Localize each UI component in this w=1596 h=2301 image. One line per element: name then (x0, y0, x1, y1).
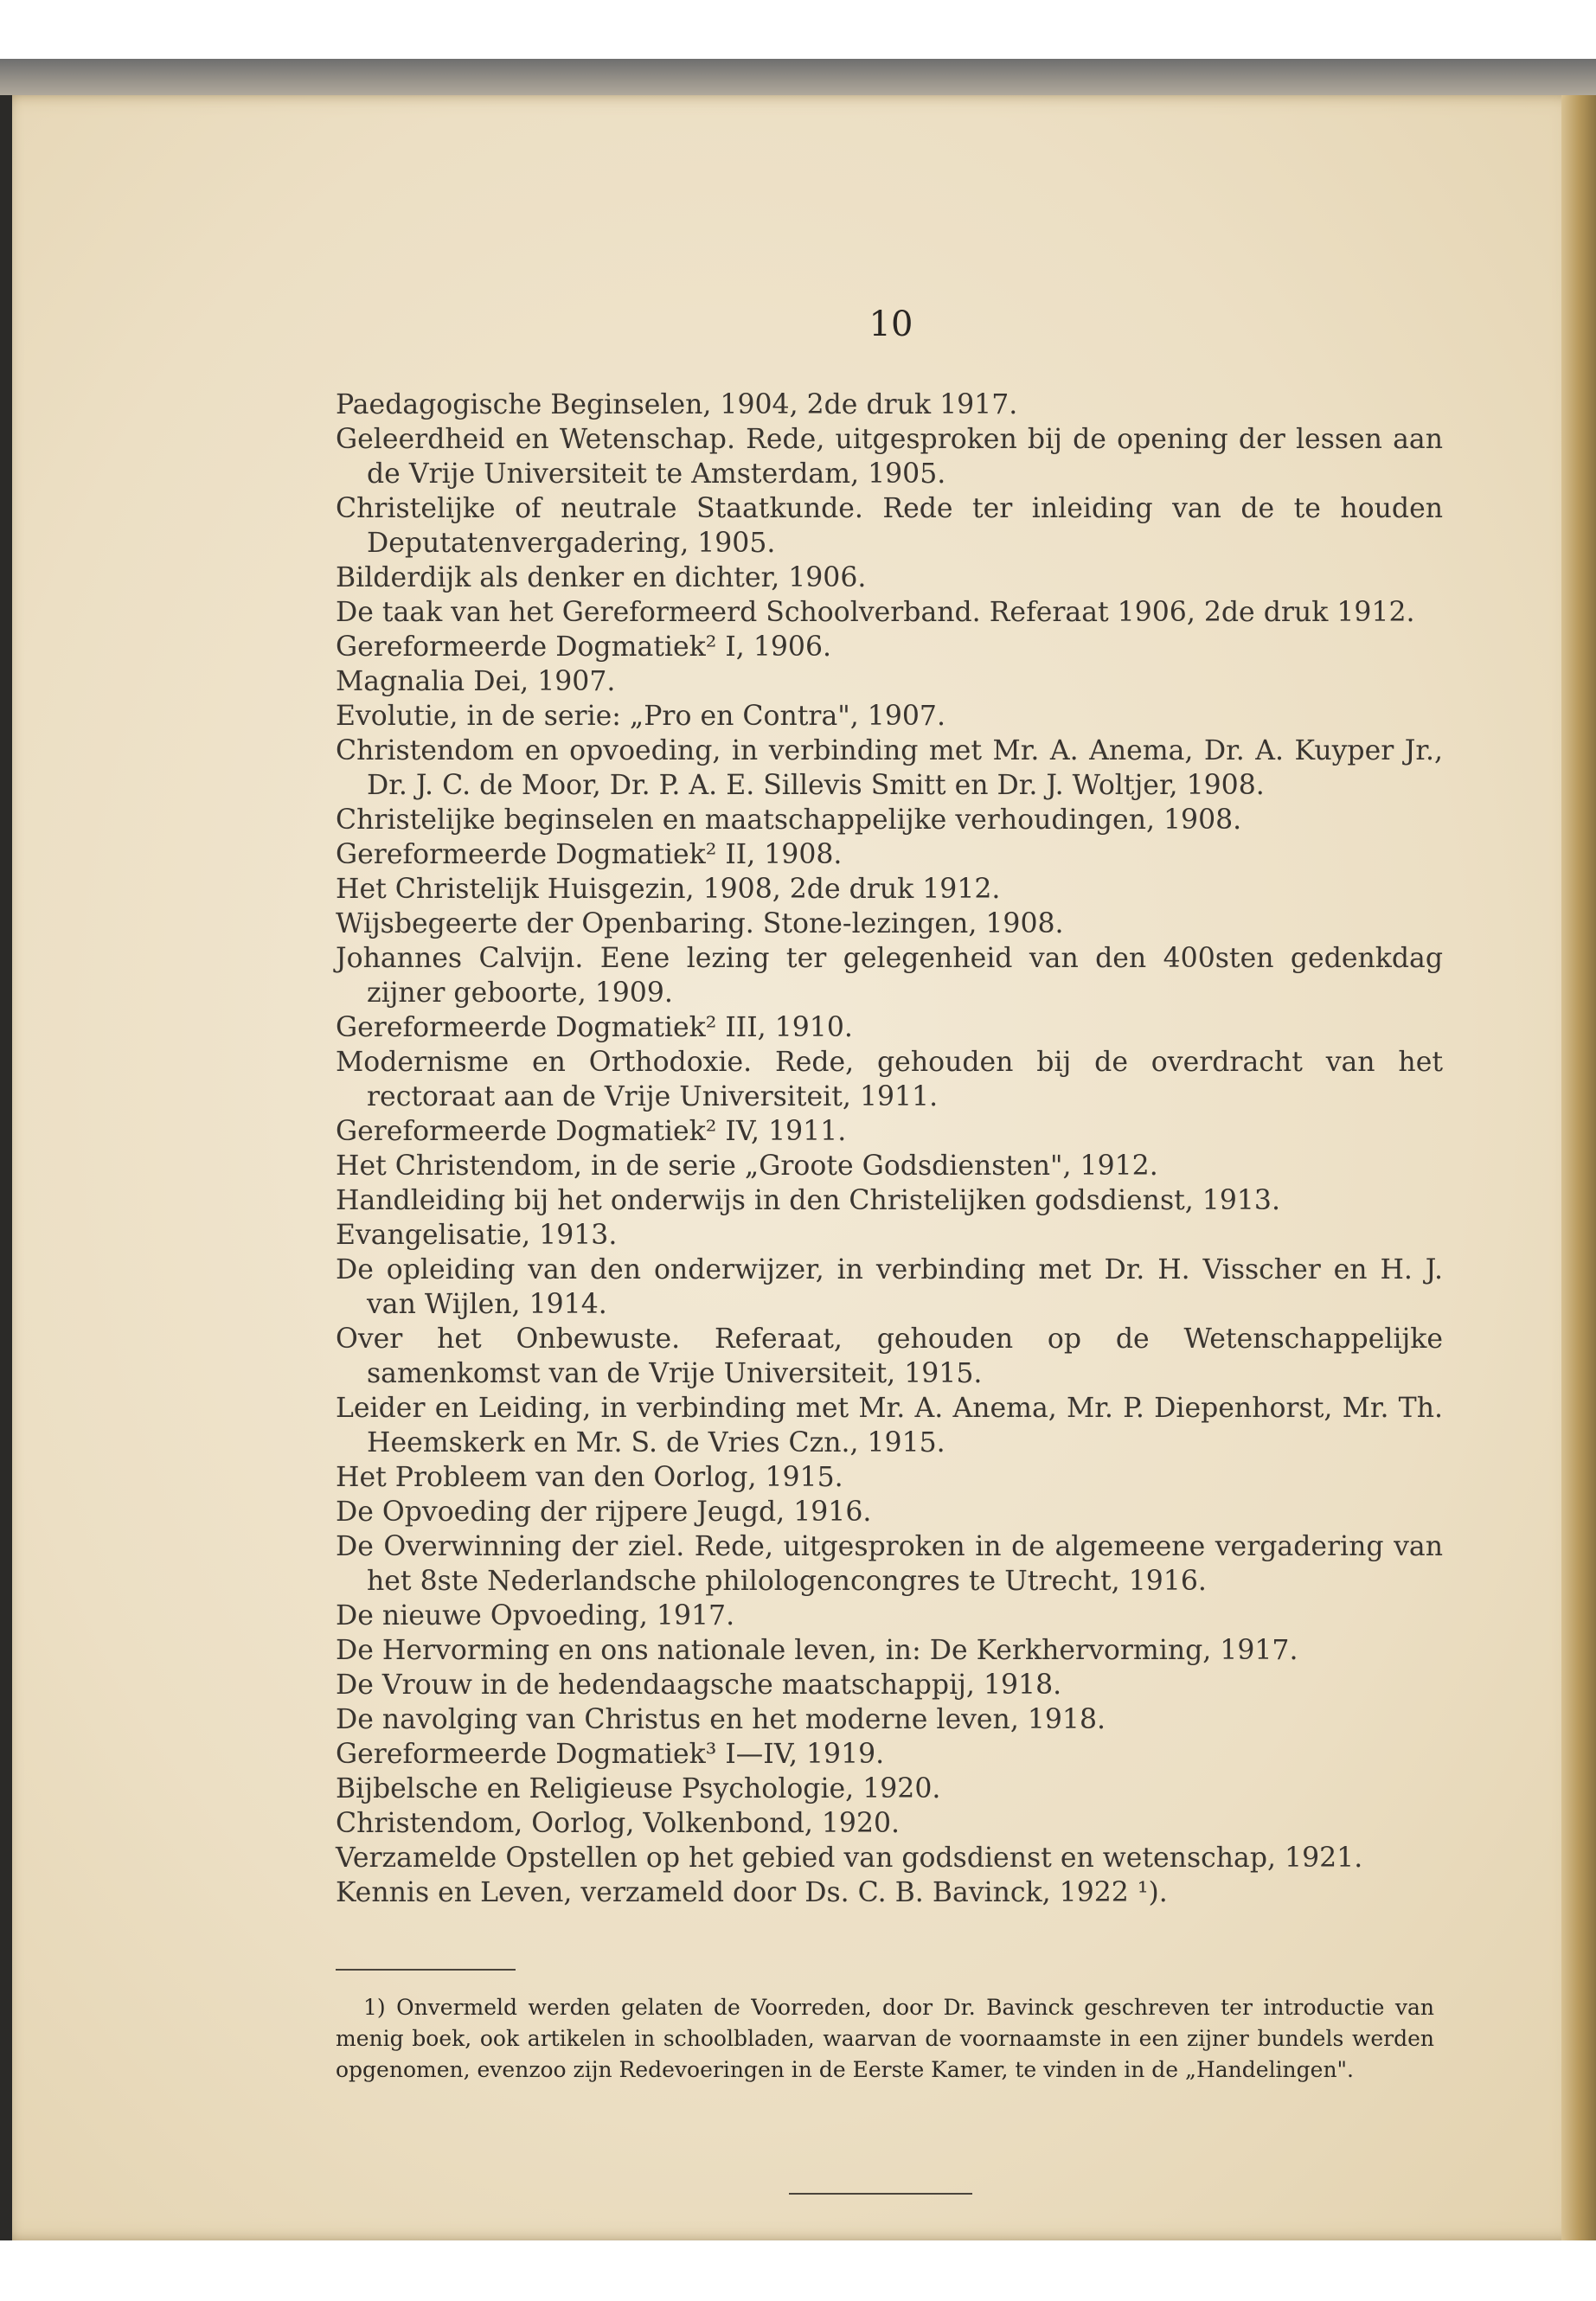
bibliography-entry: Het Christelijk Huisgezin, 1908, 2de druk 1912. (336, 874, 1001, 905)
bibliography-entry: Paedagogische Beginselen, 1904, 2de druk 1917. (336, 389, 1018, 420)
bibliography-entry: De taak van het Gereformeerd Schoolverband. Referaat 1906, 2de druk 1912. (336, 597, 1415, 628)
bibliography-entry: Kennis en Leven, verzameld door Ds. C. B. Bavinck, 1922 ¹). (336, 1877, 1168, 1908)
page-number: 10 (869, 304, 913, 344)
bibliography-entry: Gereformeerde Dogmatiek³ I—IV, 1919. (336, 1739, 885, 1770)
bibliography-entry: Christendom, Oorlog, Volkenbond, 1920. (336, 1808, 901, 1839)
footnote: 1) Onvermeld werden gelaten de Voorreden, door Dr. Bavinck geschreven ter introductie van menig boek, ook artikelen in schoolbladen, waarvan de voornaamste in een zijner bundels werden opgenomen, evenzoo zijn Redevoeringen in de Eerste Kamer, te vinden in de „Handelingen". (336, 1995, 1434, 2082)
bibliography-entry: Johannes Calvijn. Eene lezing ter gelegenheid van den 400sten gedenkdag zijner geboorte, 1909. (336, 943, 1443, 1009)
bibliography-entry: Verzamelde Opstellen op het gebied van godsdienst en wetenschap, 1921. (336, 1843, 1363, 1874)
bibliography-list (336, 388, 1443, 1910)
page-end-rule (789, 2193, 972, 2195)
bibliography-entry: Wijsbegeerte der Openbaring. Stone-lezingen, 1908. (336, 908, 1064, 939)
scan-top-margin (0, 0, 1596, 59)
bibliography-entry: Het Probleem van den Oorlog, 1915. (336, 1462, 843, 1493)
book-binding-edge (0, 95, 12, 2240)
bibliography-entry: Gereformeerde Dogmatiek² II, 1908. (336, 839, 843, 870)
bibliography-entry: Gereformeerde Dogmatiek² III, 1910. (336, 1012, 853, 1043)
bibliography-entry: Gereformeerde Dogmatiek² I, 1906. (336, 631, 831, 663)
bibliography-entry: De opleiding van den onderwijzer, in verbinding met Dr. H. Visscher en H. J. van Wijlen, 1914. (336, 1254, 1443, 1320)
bibliography-entry: Evangelisatie, 1913. (336, 1220, 618, 1251)
bibliography-entry: Christelijke of neutrale Staatkunde. Rede ter inleiding van de te houden Deputatenvergadering, 1905. (336, 493, 1443, 559)
scan-bottom-margin (0, 2240, 1596, 2301)
bibliography-entry: De Hervorming en ons nationale leven, in: De Kerkhervorming, 1917. (336, 1635, 1298, 1666)
bibliography-entry: De nieuwe Opvoeding, 1917. (336, 1600, 735, 1631)
footnote-separator (336, 1969, 516, 1971)
bibliography-entry: Modernisme en Orthodoxie. Rede, gehouden bij de overdracht van het rectoraat aan de Vrije Universiteit, 1911. (336, 1047, 1443, 1112)
bibliography-entry: Handleiding bij het onderwijs in den Christelijken godsdienst, 1913. (336, 1185, 1280, 1216)
bibliography-entry: Christendom en opvoeding, in verbinding met Mr. A. Anema, Dr. A. Kuyper Jr., Dr. J. C. de Moor, Dr. P. A. E. Sillevis Smitt en Dr. J. Woltjer, 1908. (336, 735, 1443, 801)
bibliography-entry: Christelijke beginselen en maatschappelijke verhoudingen, 1908. (336, 804, 1242, 836)
bibliography-entry: De Opvoeding der rijpere Jeugd, 1916. (336, 1497, 872, 1528)
bibliography-entry: Geleerdheid en Wetenschap. Rede, uitgesproken bij de opening der lessen aan de Vrije Universiteit te Amsterdam, 1905. (336, 424, 1443, 490)
bibliography-entry: Magnalia Dei, 1907. (336, 666, 616, 697)
bibliography-entry: Het Christendom, in de serie „Groote Godsdiensten", 1912. (336, 1150, 1158, 1182)
bibliography-entry: Bilderdijk als denker en dichter, 1906. (336, 562, 867, 593)
bibliography-entry: De Vrouw in de hedendaagsche maatschappij, 1918. (336, 1670, 1062, 1701)
book-fore-edge (1561, 95, 1596, 2240)
bibliography-entry: Evolutie, in de serie: „Pro en Contra", 1907. (336, 701, 945, 732)
bibliography-entry: Leider en Leiding, in verbinding met Mr. A. Anema, Mr. P. Diepenhorst, Mr. Th. Heemskerk en Mr. S. de Vries Czn., 1915. (336, 1393, 1443, 1458)
bibliography-entry: Bijbelsche en Religieuse Psychologie, 1920. (336, 1773, 941, 1804)
bibliography-entry: De Overwinning der ziel. Rede, uitgesproken in de algemeene vergadering van het 8ste Nederlandsche philologencongres te Utrecht, 1916. (336, 1531, 1443, 1597)
bibliography-entry: De navolging van Christus en het moderne leven, 1918. (336, 1704, 1106, 1735)
bibliography-entry: Over het Onbewuste. Referaat, gehouden op de Wetenschappelijke samenkomst van de Vrije Universiteit, 1915. (336, 1324, 1443, 1389)
bibliography-entry: Gereformeerde Dogmatiek² IV, 1911. (336, 1116, 847, 1147)
